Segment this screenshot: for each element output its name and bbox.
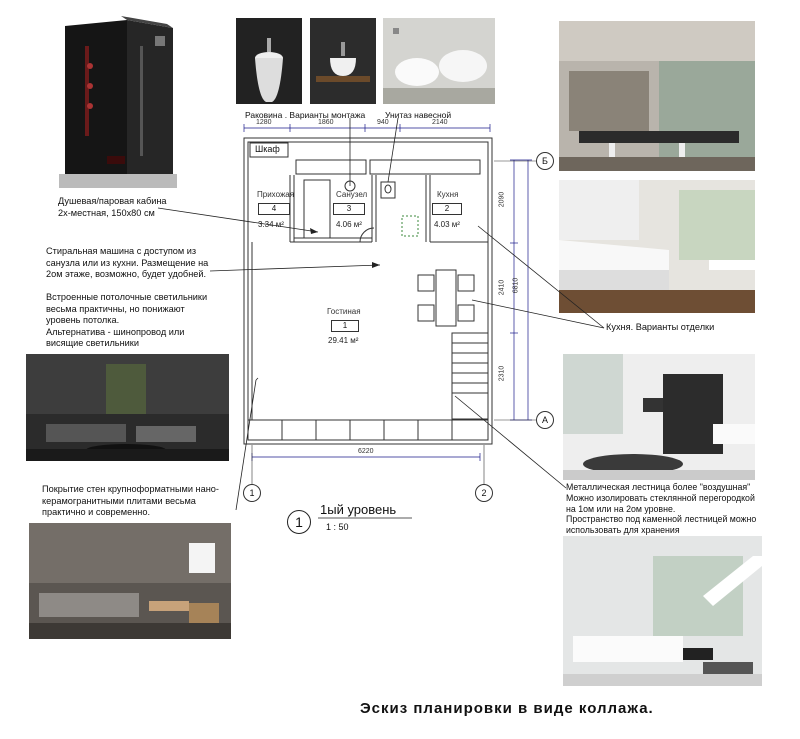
level-title: 1ый уровень bbox=[320, 502, 397, 517]
kitchen-area: 4.03 м² bbox=[434, 220, 460, 229]
hallway-number: 4 bbox=[258, 203, 290, 215]
dim-bottom: 6220 bbox=[358, 448, 374, 455]
hallway-label: Прихожая bbox=[257, 190, 295, 199]
dim-top-2: 1860 bbox=[318, 119, 334, 126]
stairs-note: Металлическая лестница более "воздушная" Можно изолировать стеклянной перегородкой на 1ом или на 2ом уровне. Пространство под каменной лестницей можно использовать для хранения bbox=[566, 482, 757, 536]
axis-2: 2 bbox=[475, 484, 493, 502]
living-area: 29.41 м² bbox=[328, 336, 359, 345]
sink-label: Раковина . Варианты монтажа bbox=[245, 110, 366, 120]
axis-a: А bbox=[536, 411, 554, 429]
dim-top-1: 1280 bbox=[256, 119, 272, 126]
shower-note: Душевая/паровая кабина 2х-местная, 150х80 см bbox=[58, 196, 167, 218]
walls-note: Покрытие стен крупноформатными нано- керамогранитными плитами весьма практично и современно. bbox=[42, 484, 219, 517]
dim-right-3: 2310 bbox=[498, 365, 506, 382]
living-label: Гостиная bbox=[327, 307, 361, 316]
level-number-circle: 1 bbox=[287, 510, 311, 534]
washer-note: Стиральная машина с доступом из санузла или из кухни. Размещение на 2ом этаже, возможно, будет удобней. bbox=[46, 246, 209, 279]
level-scale: 1 : 50 bbox=[326, 522, 349, 532]
dim-top-4: 2140 bbox=[432, 119, 448, 126]
toilet-label: Унитаз навесной bbox=[385, 110, 452, 120]
wardrobe-label: Шкаф bbox=[255, 144, 280, 154]
bathroom-area: 4.06 м² bbox=[336, 220, 362, 229]
axis-b: Б bbox=[536, 152, 554, 170]
kitchen-label: Кухня bbox=[437, 190, 459, 199]
bathroom-number: 3 bbox=[333, 203, 365, 215]
dim-right-total: 6810 bbox=[512, 277, 520, 294]
hallway-area: 3.34 м² bbox=[258, 220, 284, 229]
living-number: 1 bbox=[331, 320, 359, 332]
dim-right-2: 2410 bbox=[498, 279, 506, 296]
lights-note: Встроенные потолочные светильники весьма практичны, но понижают уровень потолка. Альтернатива - шинопровод или висящие светильники bbox=[46, 292, 208, 348]
bathroom-label: Санузел bbox=[336, 190, 368, 199]
kitchen-finish-note: Кухня. Варианты отделки bbox=[606, 322, 715, 332]
page-caption: Эскиз планировки в виде коллажа. bbox=[360, 700, 654, 717]
axis-1: 1 bbox=[243, 484, 261, 502]
dim-right-1: 2090 bbox=[498, 191, 506, 208]
dim-top-3: 940 bbox=[377, 119, 389, 126]
kitchen-number: 2 bbox=[432, 203, 462, 215]
